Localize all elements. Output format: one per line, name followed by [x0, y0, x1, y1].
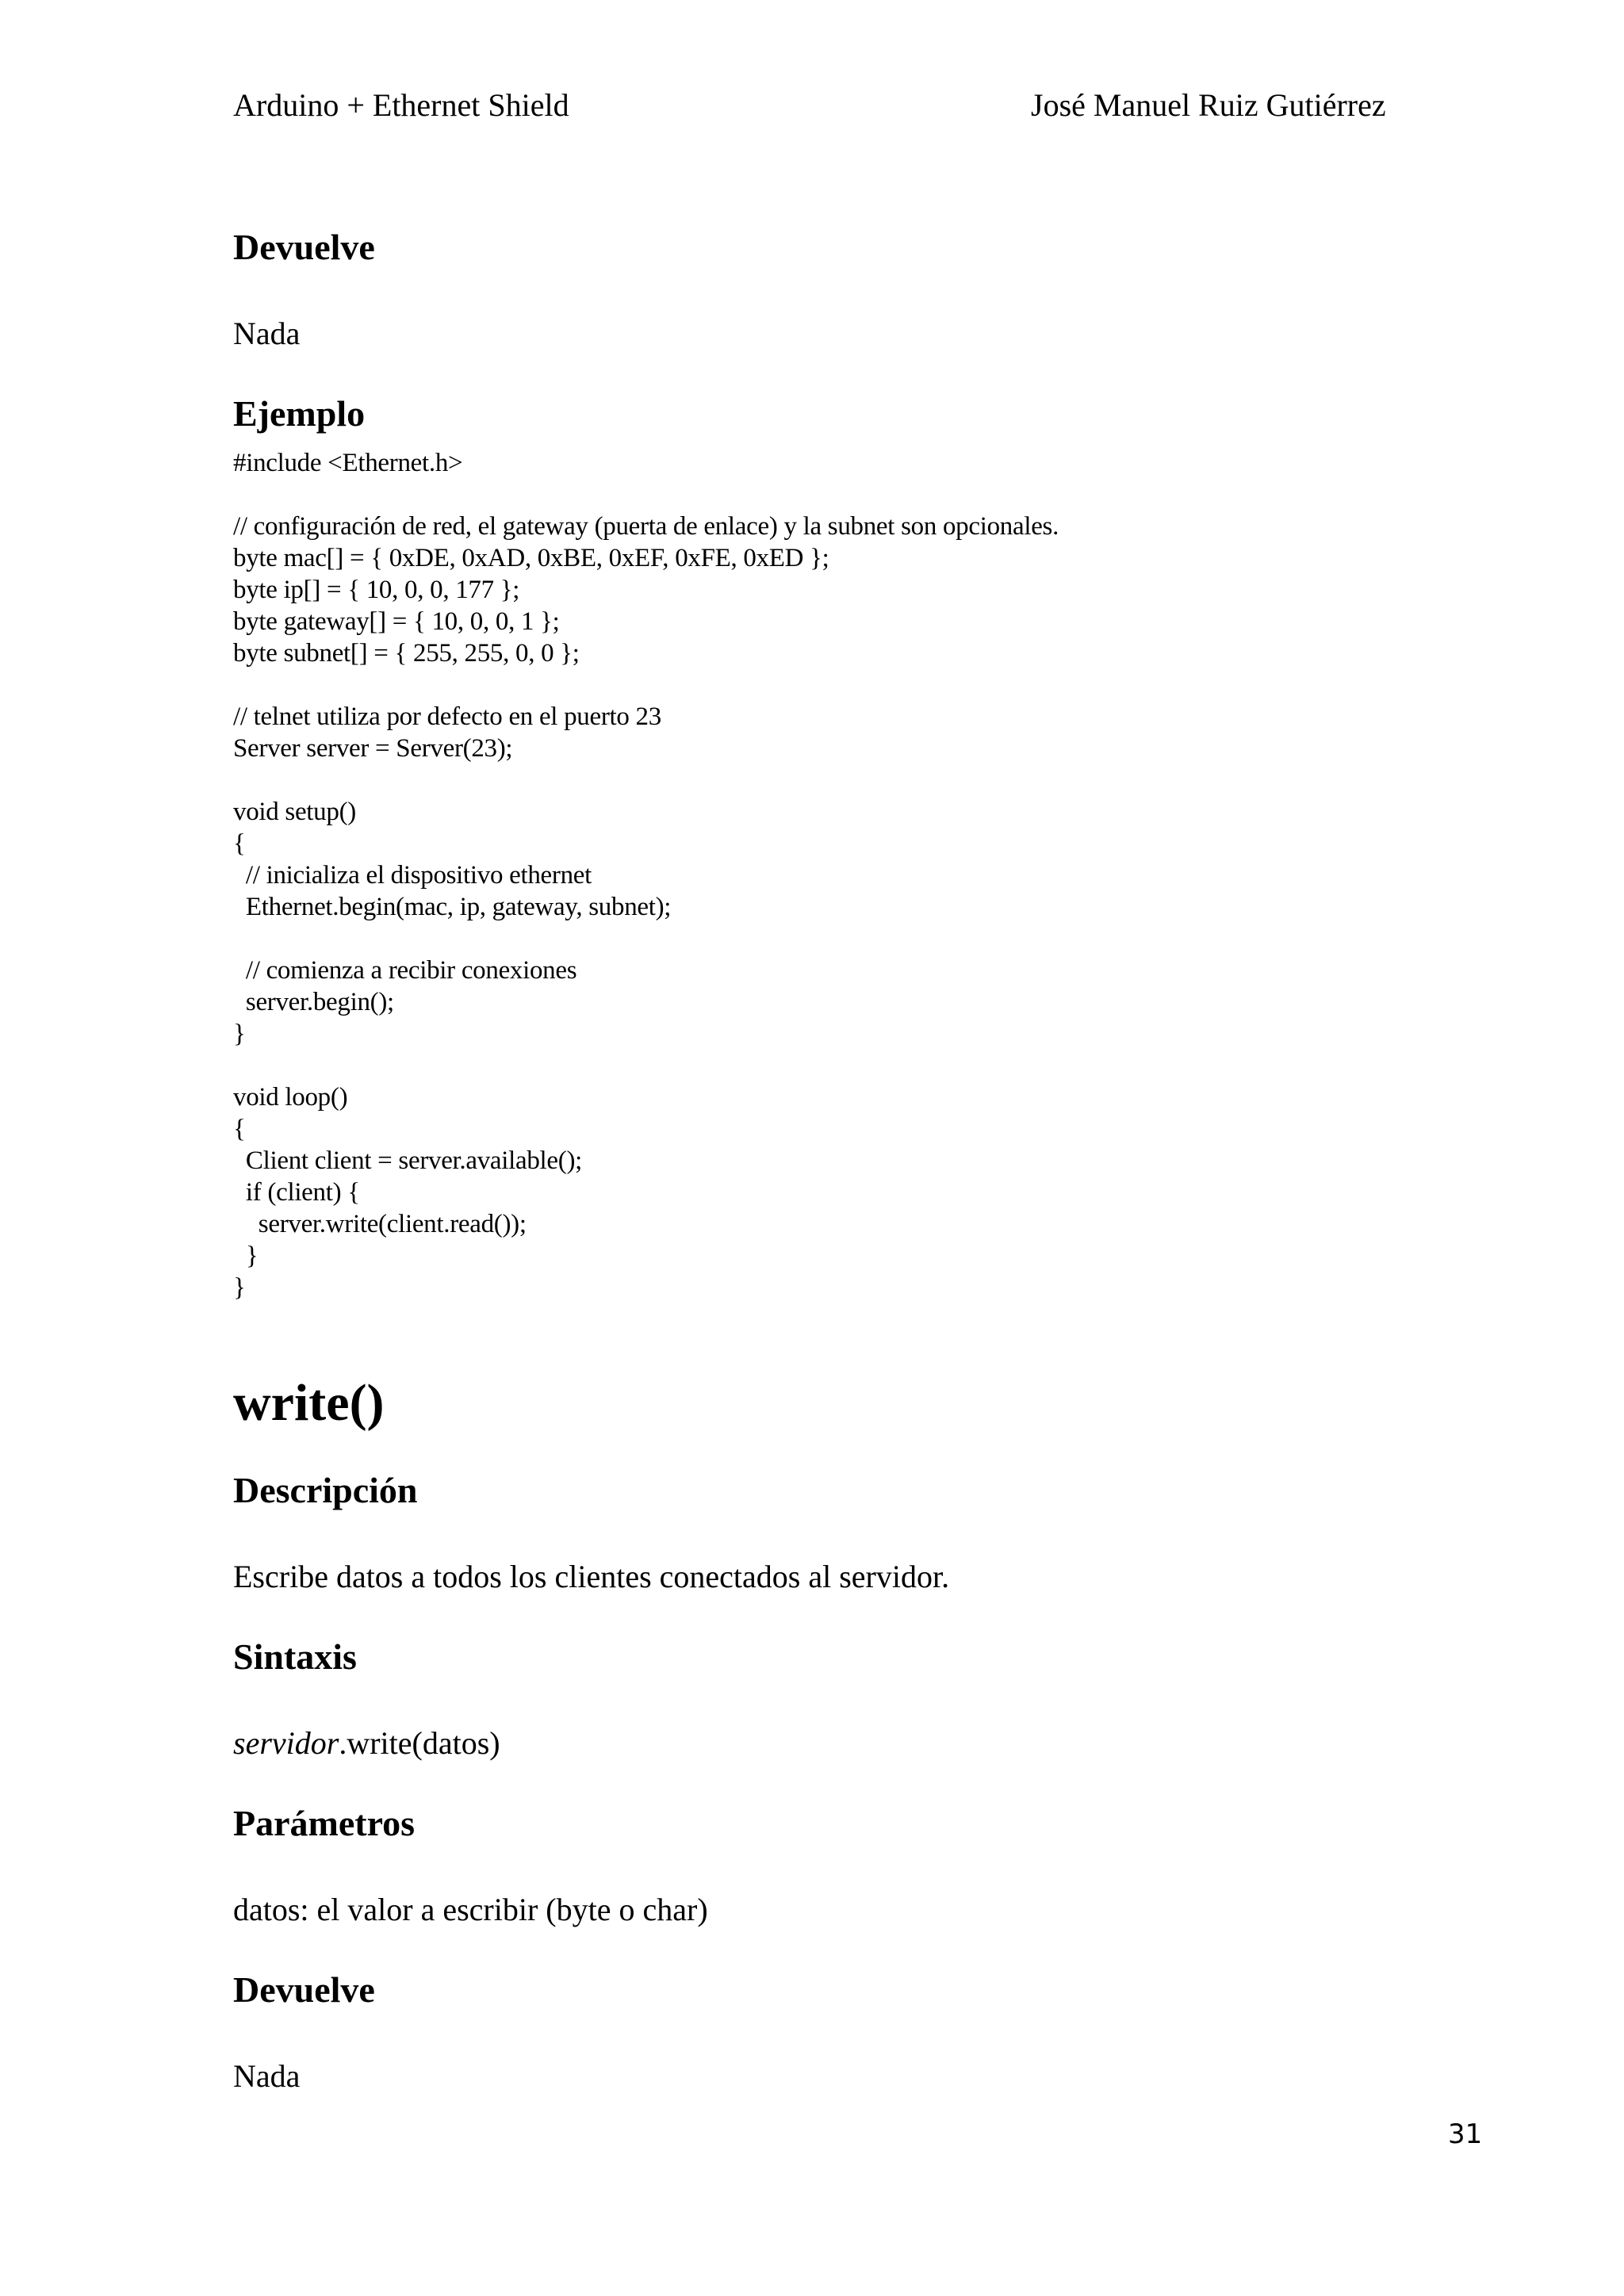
parameters-text: datos: el valor a escribir (byte o char) — [233, 1892, 708, 1927]
code-line: server.begin(); — [233, 988, 394, 1016]
returns-heading: Devuelve — [233, 227, 375, 267]
code-line: Client client = server.available(); — [233, 1146, 583, 1175]
code-line: void setup() — [233, 798, 356, 826]
example-heading: Ejemplo — [233, 393, 366, 434]
returns-heading-2: Devuelve — [233, 1969, 375, 2010]
code-line: } — [233, 1273, 246, 1302]
code-line: byte mac[] = { 0xDE, 0xAD, 0xBE, 0xEF, 0xFE, 0xED }; — [233, 544, 829, 572]
returns-text-2: Nada — [233, 2058, 301, 2094]
code-line — [233, 479, 1059, 511]
code-line: Ethernet.begin(mac, ip, gateway, subnet); — [233, 893, 672, 921]
syntax-heading: Sintaxis — [233, 1636, 357, 1677]
code-line: if (client) { — [233, 1178, 360, 1207]
code-line: // comienza a recibir conexiones — [233, 956, 577, 985]
code-line: { — [233, 829, 246, 858]
code-line: byte gateway[] = { 10, 0, 0, 1 }; — [233, 607, 560, 636]
running-header-author: José Manuel Ruiz Gutiérrez — [1031, 87, 1386, 123]
returns-text: Nada — [233, 316, 301, 351]
code-line: server.write(client.read()); — [233, 1210, 527, 1238]
code-line: Server server = Server(23); — [233, 734, 513, 763]
code-line — [233, 1050, 1059, 1081]
parameters-heading: Parámetros — [233, 1803, 416, 1843]
syntax-object: servidor — [233, 1725, 339, 1761]
syntax-text — [233, 1724, 500, 1763]
code-example — [233, 447, 1059, 1303]
description-text: Escribe datos a todos los clientes conectados al servidor. — [233, 1559, 950, 1594]
code-line: void loop() — [233, 1083, 348, 1112]
description-heading: Descripción — [233, 1470, 418, 1510]
function-title: write() — [233, 1374, 385, 1432]
code-line — [233, 669, 1059, 701]
code-line: byte ip[] = { 10, 0, 0, 177 }; — [233, 576, 520, 604]
code-line: // telnet utiliza por defecto en el puerto 23 — [233, 702, 661, 731]
code-line: // inicializa el dispositivo ethernet — [233, 861, 592, 890]
syntax-call: .write(datos) — [339, 1725, 500, 1761]
code-line: #include <Ethernet.h> — [233, 449, 463, 477]
code-line: // configuración de red, el gateway (puerta de enlace) y la subnet son opcionales. — [233, 512, 1059, 541]
code-line: } — [233, 1020, 246, 1048]
code-line: byte subnet[] = { 255, 255, 0, 0 }; — [233, 639, 580, 668]
code-line — [233, 764, 1059, 796]
page-number: 31 — [1448, 2118, 1483, 2150]
code-line: } — [233, 1242, 259, 1270]
code-line: { — [233, 1115, 246, 1143]
running-header-title: Arduino + Ethernet Shield — [233, 87, 569, 123]
code-line — [233, 923, 1059, 955]
